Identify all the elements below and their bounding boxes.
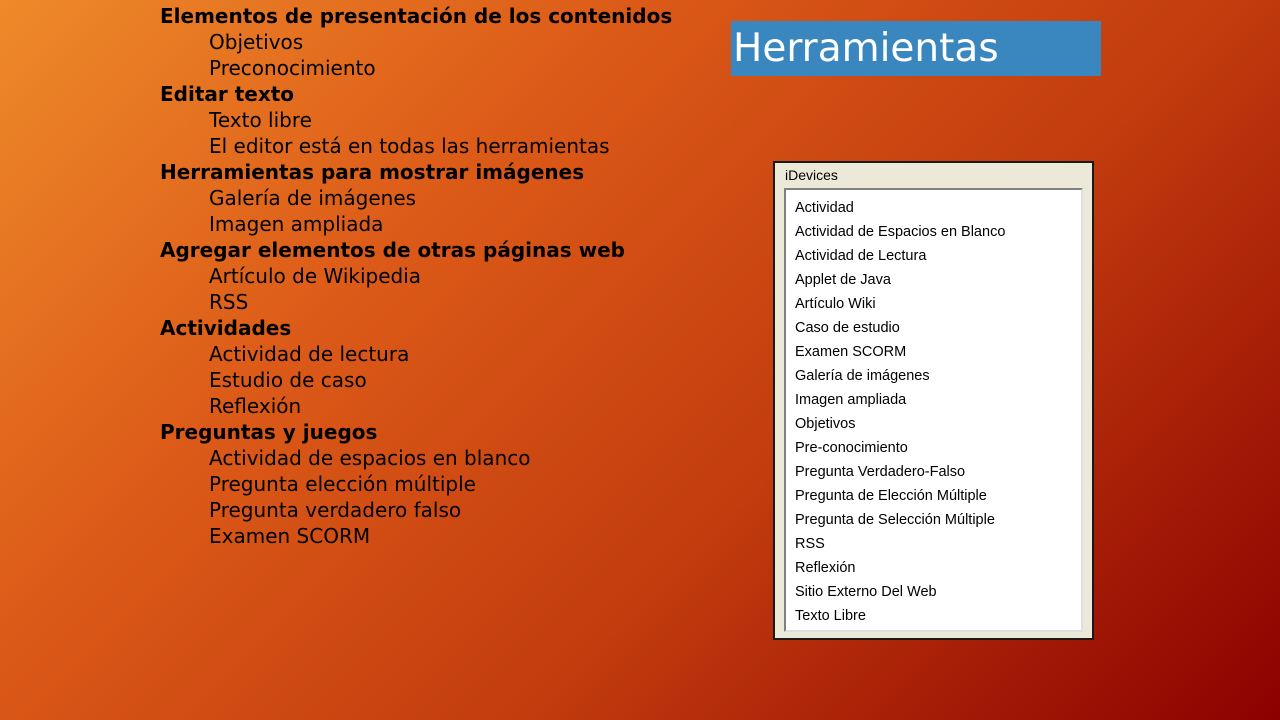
content-outline (160, 3, 720, 549)
idevice-list-item[interactable]: Examen SCORM (795, 344, 907, 360)
section-item: Examen SCORM (209, 524, 371, 548)
section-item: Actividad de espacios en blanco (209, 446, 531, 470)
section-item: Texto libre (209, 108, 312, 132)
section-item: Imagen ampliada (209, 212, 384, 236)
section-heading: Preguntas y juegos (160, 420, 378, 444)
idevice-list-item[interactable]: Imagen ampliada (795, 392, 907, 408)
section-item: Pregunta elección múltiple (209, 472, 476, 496)
section-heading: Herramientas para mostrar imágenes (160, 160, 585, 184)
idevice-list-item[interactable]: Pregunta de Elección Múltiple (795, 488, 987, 504)
idevices-panel-header: iDevices (785, 167, 838, 183)
section-heading: Editar texto (160, 82, 295, 106)
idevice-list-item[interactable]: Caso de estudio (795, 320, 900, 336)
section-heading: Agregar elementos de otras páginas web (160, 238, 625, 262)
idevice-list-item[interactable]: Objetivos (795, 416, 856, 432)
section-item: Actividad de lectura (209, 342, 410, 366)
section-item: Artículo de Wikipedia (209, 264, 422, 288)
idevice-list-item[interactable]: RSS (795, 536, 825, 552)
idevice-list-item[interactable]: Reflexión (795, 560, 856, 576)
idevice-list-item[interactable]: Actividad (795, 200, 854, 216)
section-item: Galería de imágenes (209, 186, 417, 210)
section-item: El editor está en todas las herramientas (209, 134, 610, 158)
idevices-list[interactable] (784, 188, 1083, 632)
idevices-panel (773, 161, 1094, 640)
idevice-list-item[interactable]: Pre-conocimiento (795, 440, 908, 456)
idevice-list-item[interactable]: Sitio Externo Del Web (795, 584, 937, 600)
slide-title: Herramientas (731, 21, 1101, 76)
idevice-list-item[interactable]: Texto Libre (795, 608, 866, 624)
section-item: Preconocimiento (209, 56, 376, 80)
section-item: Objetivos (209, 30, 304, 54)
idevice-list-item[interactable]: Pregunta Verdadero-Falso (795, 464, 966, 480)
idevice-list-item[interactable]: Artículo Wiki (795, 296, 876, 312)
section-heading: Actividades (160, 316, 292, 340)
section-item: RSS (209, 290, 249, 314)
idevice-list-item[interactable]: Galería de imágenes (795, 368, 930, 384)
idevice-list-item[interactable]: Pregunta de Selección Múltiple (795, 512, 995, 528)
idevice-list-item[interactable]: Actividad de Lectura (795, 248, 927, 264)
section-item: Estudio de caso (209, 368, 367, 392)
idevice-list-item[interactable]: Applet de Java (795, 272, 891, 288)
section-item: Reflexión (209, 394, 302, 418)
section-item: Pregunta verdadero falso (209, 498, 462, 522)
idevice-list-item[interactable]: Actividad de Espacios en Blanco (795, 224, 1006, 240)
section-heading: Elementos de presentación de los contenidos (160, 4, 673, 28)
